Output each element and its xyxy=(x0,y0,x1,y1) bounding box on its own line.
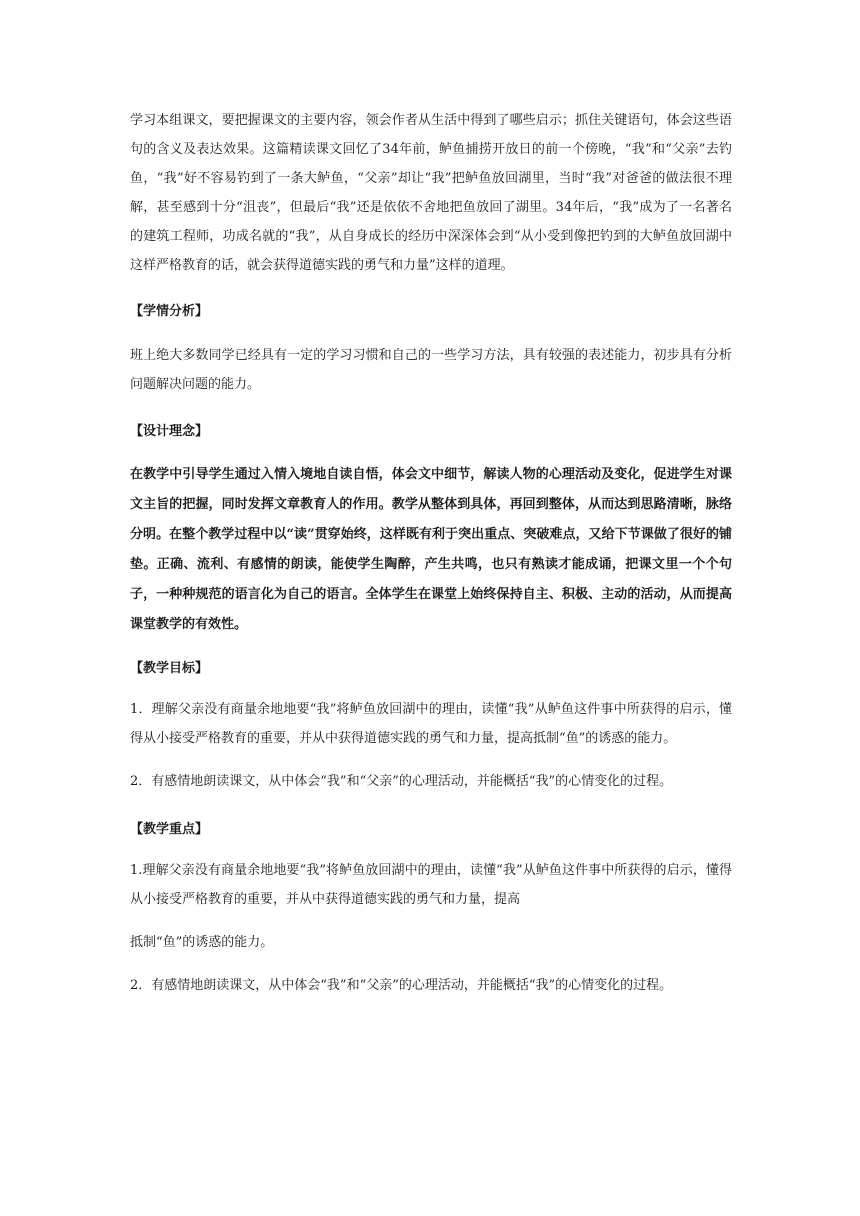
keypoint-item-1: 1.理解父亲没有商量余地地要“我”将鲈鱼放回湖中的理由，读懂“我”从鲈鱼这件事中所获得的启示，懂得从小接受严格教育的重要，并从中获得道德实践的勇气和力量，提高 xyxy=(130,863,732,907)
document-page xyxy=(130,106,732,1000)
keypoints-heading: 【教学重点】 xyxy=(130,822,209,837)
keypoint-item-1-continued: 抵制“鱼”的诱惑的能力。 xyxy=(130,935,274,950)
concept-paragraph: 在教学中引导学生通过入情入境地自读自悟，体会文中细节，解读人物的心理活动及变化，促进学生对课文主旨的把握，同时发挥文章教育人的作用。教学从整体到具体，再回到整体，从而达到思路清晰，脉络分明。在整个教学过程中以“读”贯穿始终，这样既有利于突出重点、突破难点，又给下节课做了很好的铺垫。正确、流利、有感情的朗读，能使学生陶醉，产生共鸣，也只有熟读才能成诵，把课文里一个个句子，一种种规范的语言化为自己的语言。全体学生在课堂上始终保持自主、积极、主动的活动，从而提高课堂教学的有效性。 xyxy=(130,467,732,632)
analysis-heading: 【学情分析】 xyxy=(130,304,209,319)
intro-paragraph: 学习本组课文，要把握课文的主要内容，领会作者从生活中得到了哪些启示；抓住关键语句，体会这些语句的含义及表达效果。这篇精读课文回忆了34年前，鲈鱼捕捞开放日的前一个傍晚，“我”和“父亲”去钓鱼，“我”好不容易钓到了一条大鲈鱼，“父亲”却让“我”把鲈鱼放回湖里，当时“我”对爸爸的做法很不理解，甚至感到十分“沮丧”，但最后“我”还是依依不舍地把鱼放回了湖里。34年后，“我”成为了一名著名的建筑工程师，功成名就的“我”，从自身成长的经历中深深体会到“从小受到像把钓到的大鲈鱼放回湖中这样严格教育的话，就会获得道德实践的勇气和力量”这样的道理。 xyxy=(130,113,732,273)
goals-heading: 【教学目标】 xyxy=(130,661,209,676)
keypoint-item-2: 2．有感情地朗读课文，从中体会“我”和“父亲”的心理活动，并能概括“我”的心情变化的过程。 xyxy=(130,978,673,993)
concept-heading: 【设计理念】 xyxy=(130,424,209,439)
goal-item-2: 2．有感情地朗读课文，从中体会“我”和“父亲”的心理活动，并能概括“我”的心情变化的过程。 xyxy=(130,774,673,789)
goal-item-1: 1．理解父亲没有商量余地地要“我”将鲈鱼放回湖中的理由，读懂“我”从鲈鱼这件事中所获得的启示，懂得从小接受严格教育的重要，并从中获得道德实践的勇气和力量，提高抵制“鱼”的诱惑的能力。 xyxy=(130,702,732,746)
analysis-paragraph: 班上绝大多数同学已经具有一定的学习习惯和自己的一些学习方法，具有较强的表述能力，初步具有分析问题解决问题的能力。 xyxy=(130,348,732,392)
